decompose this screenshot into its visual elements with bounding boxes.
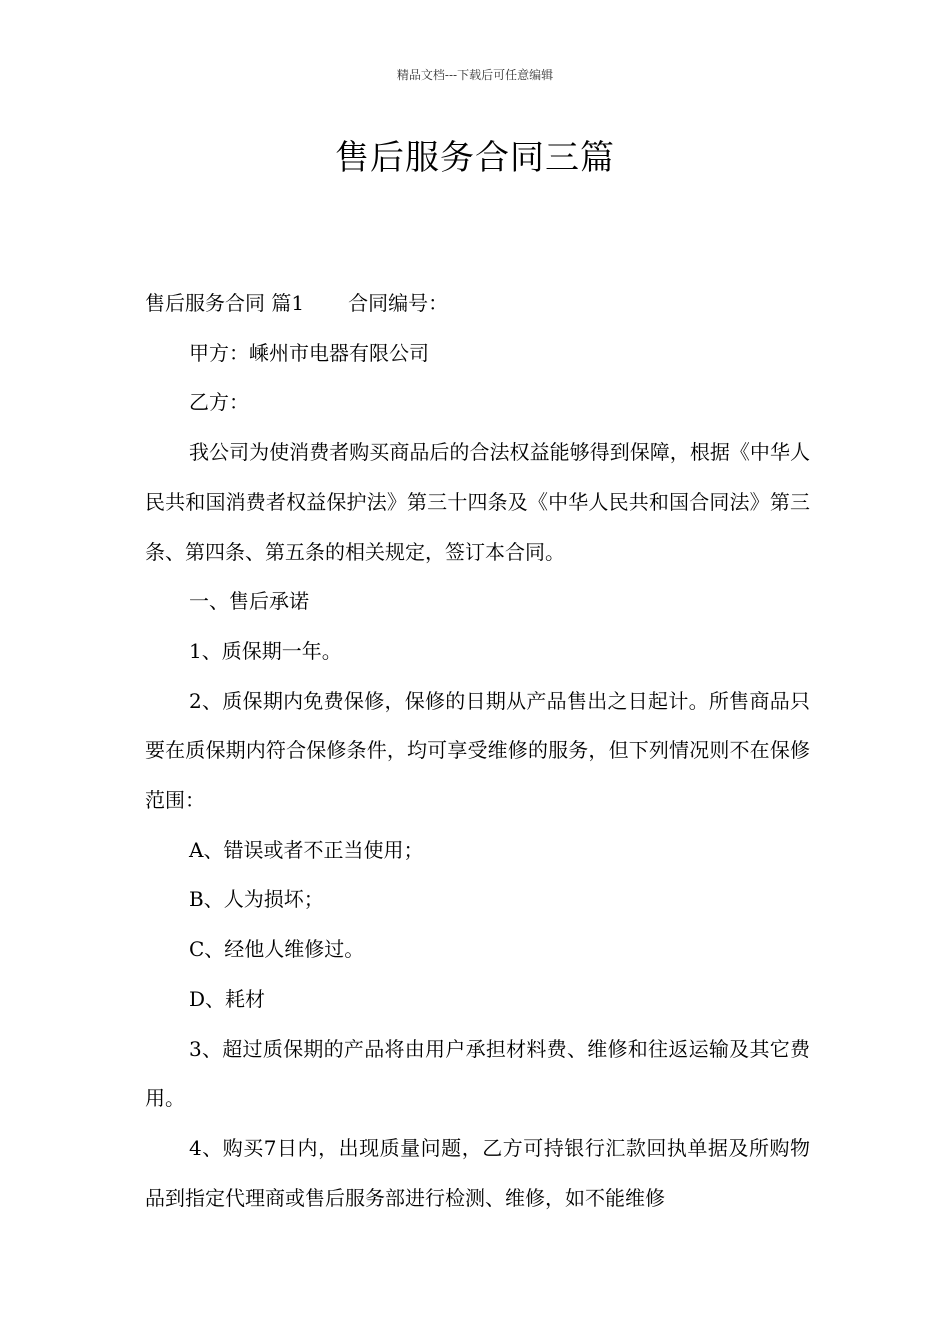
document-title: 售后服务合同三篇 bbox=[335, 138, 615, 178]
section-heading: 一、售后承诺 bbox=[189, 589, 309, 614]
exclusion-d: D、耗材 bbox=[189, 986, 266, 1011]
clause-1: 1、质保期一年。 bbox=[189, 638, 342, 663]
contract-heading-line bbox=[145, 279, 810, 329]
exclusion-a: A、错误或者不正当使用； bbox=[189, 837, 424, 862]
document-body bbox=[145, 279, 810, 1223]
contract-label: 售后服务合同 篇1 bbox=[145, 291, 305, 315]
exclusion-c: C、经他人维修过。 bbox=[189, 937, 365, 962]
clause-3: 3、超过质保期的产品将由用户承担材料费、维修和往返运输及其它费用。 bbox=[145, 1036, 810, 1111]
party-b: 乙方： bbox=[189, 390, 249, 415]
contract-number-label: 合同编号： bbox=[348, 291, 449, 315]
exclusion-b: B、人为损坏； bbox=[189, 887, 324, 912]
clause-2: 2、质保期内免费保修，保修的日期从产品售出之日起计。所售商品只要在质保期内符合保修条件，均可享受维修的服务，但下列情况则不在保修范围： bbox=[145, 688, 810, 813]
party-a: 甲方：嵊州市电器有限公司 bbox=[189, 340, 429, 365]
clause-4: 4、购买7日内，出现质量问题，乙方可持银行汇款回执单据及所购物品到指定代理商或售后服务部进行检测、维修，如不能维修 bbox=[145, 1135, 810, 1210]
page-header-note: 精品文档---下载后可任意编辑 bbox=[396, 68, 554, 82]
intro-paragraph: 我公司为使消费者购买商品后的合法权益能够得到保障，根据《中华人民共和国消费者权益保护法》第三十四条及《中华人民共和国合同法》第三条、第四条、第五条的相关规定，签订本合同。 bbox=[145, 440, 810, 564]
